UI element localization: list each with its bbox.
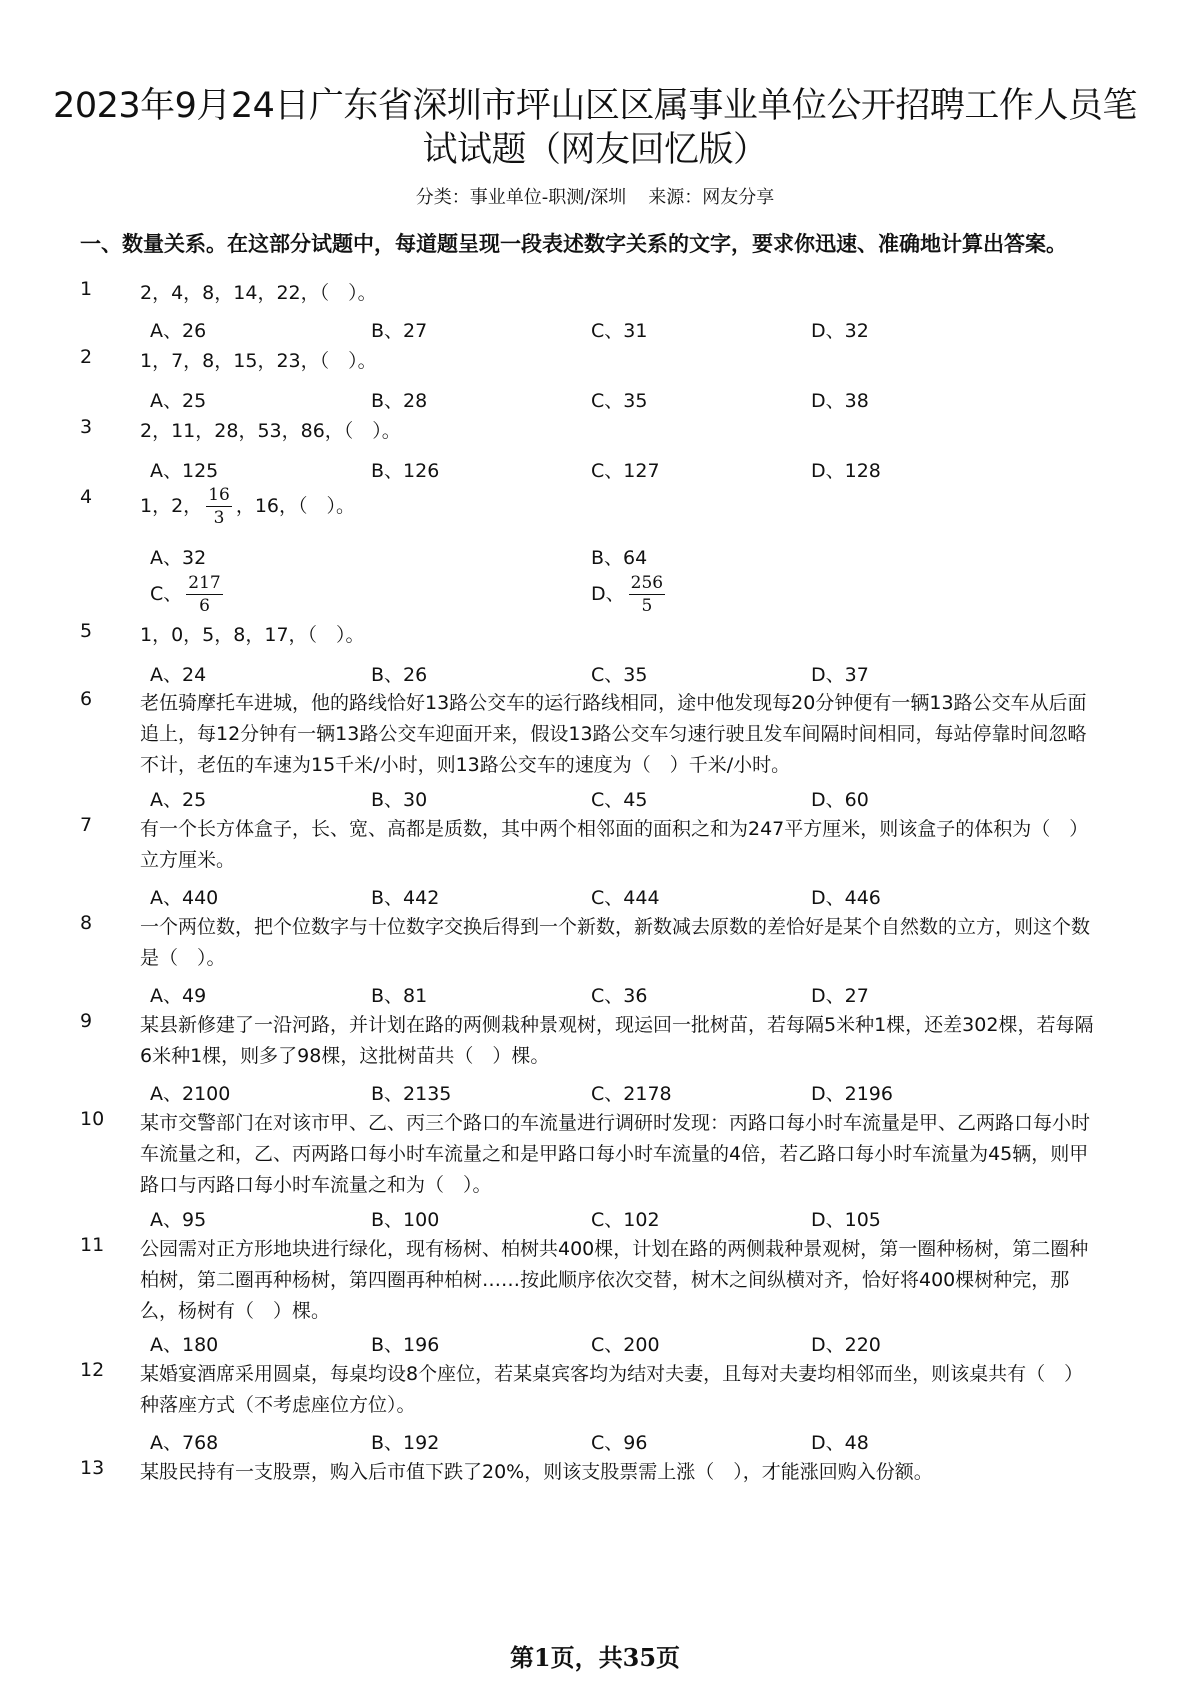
question-stem: 某婚宴酒席采用圆桌，每桌均设8个座位，若某桌宾客均为结对夫妻，且每对夫妻均相邻而坐，则该桌共有（ ）种落座方式（不考虑座位方位）。: [140, 1363, 1084, 1416]
option-a: A、2100: [150, 1083, 231, 1105]
option-a: A、180: [150, 1334, 219, 1356]
option-c: C、102: [591, 1209, 660, 1231]
option-c-label: C、: [150, 583, 183, 605]
question-number: 12: [80, 1359, 105, 1381]
option-a: A、26: [150, 320, 207, 342]
option-b: B、2135: [371, 1083, 452, 1105]
stem-prefix: 1，2，: [140, 495, 203, 517]
question-number: 4: [80, 486, 93, 508]
stem-fraction: [206, 486, 232, 527]
option-d: D、32: [811, 320, 869, 342]
option-d: D、128: [811, 460, 881, 482]
option-c-fraction: [186, 574, 222, 615]
option-b: B、196: [371, 1334, 440, 1356]
option-d: D、27: [811, 985, 869, 1007]
question-number: 9: [80, 1010, 93, 1032]
option-d-label: D、: [591, 583, 625, 605]
fraction-denominator: 6: [199, 596, 210, 616]
option-c: C、45: [591, 789, 648, 811]
option-a: A、768: [150, 1432, 219, 1454]
option-b: B、64: [591, 547, 648, 569]
option-a: A、95: [150, 1209, 207, 1231]
option-d: D、446: [811, 887, 881, 909]
option-a: A、125: [150, 460, 219, 482]
option-b: B、28: [371, 390, 428, 412]
option-b: B、126: [371, 460, 440, 482]
option-c: C、444: [591, 887, 660, 909]
option-b: B、442: [371, 887, 440, 909]
option-b: B、100: [371, 1209, 440, 1231]
question-stem: 2，11，28，53，86，（ ）。: [140, 420, 401, 442]
option-c: C、35: [591, 664, 648, 686]
question-number: 10: [80, 1108, 105, 1130]
option-d-fraction: [629, 574, 665, 615]
question-stem: 某县新修建了一沿河路，并计划在路的两侧栽种景观树，现运回一批树苗，若每隔5米种1棵，还差302棵，若每隔6米种1棵，则多了98棵，这批树苗共（ ）棵。: [140, 1014, 1094, 1067]
option-c: C、35: [591, 390, 648, 412]
option-a: A、24: [150, 664, 207, 686]
option-b: B、30: [371, 789, 428, 811]
question-stem: 某股民持有一支股票，购入后市值下跌了20%，则该支股票需上涨（ ），才能涨回购入份额。: [140, 1461, 933, 1483]
option-d: D、38: [811, 390, 869, 412]
fraction-numerator: 217: [188, 573, 221, 593]
option-c: C、200: [591, 1334, 660, 1356]
fraction-numerator: 256: [630, 573, 664, 593]
page-title: 2023年9月24日广东省深圳市坪山区区属事业单位公开招聘工作人员笔试试题（网友回忆版）: [53, 86, 1137, 170]
section-heading: 一、数量关系。在这部分试题中，每道题呈现一段表述数字关系的文字，要求你迅速、准确地计算出答案。: [80, 232, 1067, 256]
option-d: D、48: [811, 1432, 869, 1454]
category-label: 分类：事业单位-职测/深圳: [415, 187, 627, 208]
option-a: A、25: [150, 789, 207, 811]
option-c: C、96: [591, 1432, 648, 1454]
question-stem: 2，4，8，14，22，（ ）。: [140, 282, 377, 304]
question-stem: 老伍骑摩托车进城，他的路线恰好13路公交车的运行路线相同，途中他发现每20分钟便有一辆13路公交车从后面追上，每12分钟有一辆13路公交车迎面开来，假设13路公交车匀速行驶且发车间隔时间相同，每站停靠时间忽略不计，老伍的车速为15千米/小时，则13路公交车的速度为（ ）千米/小时。: [140, 692, 1087, 776]
question-number: 1: [80, 278, 93, 300]
option-a: A、25: [150, 390, 207, 412]
option-b: B、192: [371, 1432, 440, 1454]
page-footer: 第1页，共35页: [509, 1643, 681, 1672]
article-meta: [0, 186, 1190, 210]
question-number: 8: [80, 912, 93, 934]
fraction-denominator: 5: [641, 596, 653, 616]
fraction-denominator: 3: [213, 508, 225, 528]
option-c: [150, 574, 227, 615]
option-d: D、60: [811, 789, 869, 811]
option-c: C、2178: [591, 1083, 672, 1105]
option-c: C、127: [591, 460, 660, 482]
question-number: 6: [80, 688, 93, 710]
fraction-numerator: 16: [208, 485, 230, 505]
question-number: 7: [80, 814, 93, 836]
question-stem: [140, 486, 1100, 527]
option-d: D、2196: [811, 1083, 893, 1105]
question-stem: 一个两位数，把个位数字与十位数字交换后得到一个新数，新数减去原数的差恰好是某个自然数的立方，则这个数是（ ）。: [140, 916, 1091, 969]
question-stem: 1，7，8，15，23，（ ）。: [140, 350, 377, 372]
option-c: C、31: [591, 320, 648, 342]
option-d: [591, 574, 669, 615]
option-d: D、37: [811, 664, 869, 686]
question-stem: 公园需对正方形地块进行绿化，现有杨树、柏树共400棵，计划在路的两侧栽种景观树，第一圈种杨树，第二圈种柏树，第二圈再种杨树，第四圈再种柏树……按此顺序依次交替，树木之间纵横对齐，恰好将400棵树种完，那么，杨树有（ ）棵。: [140, 1238, 1089, 1322]
question-number: 13: [80, 1457, 105, 1479]
option-d: D、105: [811, 1209, 881, 1231]
option-a: A、440: [150, 887, 219, 909]
option-b: B、27: [371, 320, 428, 342]
option-b: B、81: [371, 985, 428, 1007]
stem-suffix: ，16，（ ）。: [235, 495, 356, 517]
source-label: 来源：网友分享: [648, 187, 775, 208]
question-stem: 1，0，5，8，17，（ ）。: [140, 624, 365, 646]
question-number: 11: [80, 1234, 105, 1256]
question-stem: 某市交警部门在对该市甲、乙、丙三个路口的车流量进行调研时发现：丙路口每小时车流量是甲、乙两路口每小时车流量之和，乙、丙两路口每小时车流量之和是甲路口每小时车流量的4倍，若乙路口每小时车流量为45辆，则甲路口与丙路口每小时车流量之和为（ ）。: [140, 1112, 1091, 1196]
option-a: A、49: [150, 985, 207, 1007]
question-number: 3: [80, 416, 93, 438]
option-a: A、32: [150, 547, 207, 569]
option-c: C、36: [591, 985, 648, 1007]
question-number: 5: [80, 620, 93, 642]
option-d: D、220: [811, 1334, 881, 1356]
question-number: 2: [80, 346, 93, 368]
question-stem: 有一个长方体盒子，长、宽、高都是质数，其中两个相邻面的面积之和为247平方厘米，则该盒子的体积为（ ）立方厘米。: [140, 818, 1089, 871]
option-b: B、26: [371, 664, 428, 686]
